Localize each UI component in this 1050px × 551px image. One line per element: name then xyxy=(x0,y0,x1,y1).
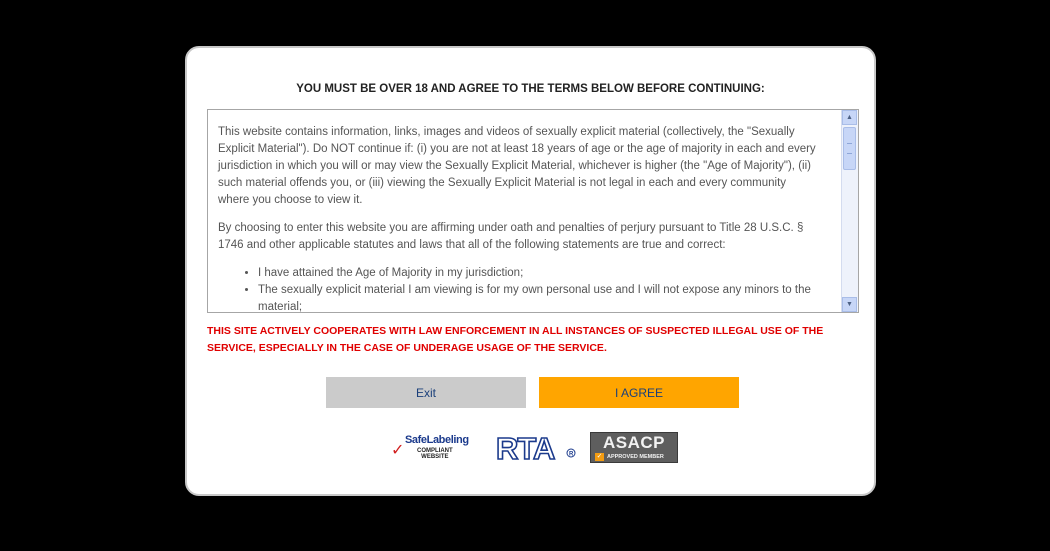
checkmark-icon: ✓ xyxy=(391,442,405,459)
safelabeling-sub-line-2: WEBSITE xyxy=(421,454,449,460)
scroll-down-arrow-icon[interactable]: ▼ xyxy=(842,297,857,312)
compliance-logos xyxy=(187,431,874,465)
safelabeling-subtitle xyxy=(417,448,453,460)
asacp-logo-text: ASACP xyxy=(602,433,665,452)
terms-scrollbar[interactable] xyxy=(841,110,858,312)
terms-bullet-item: • The sexually explicit material I am viewing is for my own personal use and I will not expose any minors to the material; xyxy=(258,282,818,313)
approved-check-icon: ✓ xyxy=(596,453,603,460)
scrollbar-thumb[interactable] xyxy=(843,127,856,170)
asacp-approved-member: APPROVED MEMBER xyxy=(607,454,664,460)
rta-logo[interactable] xyxy=(495,432,577,464)
exit-button[interactable]: Exit xyxy=(326,377,526,408)
registered-mark-letter: R xyxy=(569,451,574,458)
safelabeling-sub-line-1: COMPLIANT xyxy=(417,448,453,454)
rta-logo-text: RTA xyxy=(496,432,555,464)
age-verification-dialog xyxy=(185,46,876,496)
safelabeling-logo[interactable] xyxy=(391,434,477,462)
agree-button[interactable]: I AGREE xyxy=(539,377,739,408)
terms-bullet-list xyxy=(218,265,818,313)
terms-bullet-item: • I have attained the Age of Majority in my jurisdiction; xyxy=(258,265,818,282)
dialog-title: YOU MUST BE OVER 18 AND AGREE TO THE TERMS BELOW BEFORE CONTINUING: xyxy=(296,83,765,95)
law-enforcement-warning: THIS SITE ACTIVELY COOPERATES WITH LAW ENFORCEMENT IN ALL INSTANCES OF SUSPECTED ILLEGAL USE OF THE SERVICE, ESPECIALLY IN THE CASE OF UNDERAGE USAGE OF THE SERVICE. xyxy=(207,325,824,354)
terms-content xyxy=(218,124,818,313)
scroll-up-arrow-icon[interactable]: ▲ xyxy=(842,110,857,125)
safelabeling-title: SafeLabeling xyxy=(405,434,469,446)
asacp-logo[interactable] xyxy=(590,432,678,463)
terms-paragraph-1: This website contains information, links, images and videos of sexually explicit material (collectively, the "Sexually Explicit Material"). Do NOT continue if: (i) you are not at least 18 years of age or the age of majority in each and every jurisdiction in which you will or may view the Sexually Explicit Material, whichever is higher (the "Age of Majority"), (ii) such material offends you, or (iii) viewing the Sexually Explicit Material is not legal in each and every community where you choose to view it. xyxy=(218,126,816,206)
terms-paragraph-2: By choosing to enter this website you are affirming under oath and penalties of perjury pursuant to Title 28 U.S.C. § 1746 and other applicable statutes and laws that all of the following statements are true and correct: xyxy=(218,222,804,251)
terms-scroll-box[interactable] xyxy=(207,109,859,313)
